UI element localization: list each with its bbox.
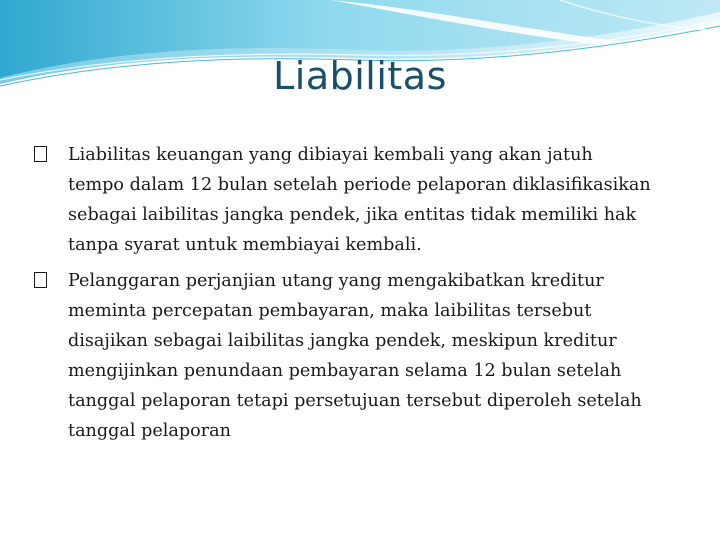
placeholder-box-icon: [34, 146, 47, 162]
slide-title: Liabilitas: [273, 54, 447, 98]
bullet-item: [34, 266, 654, 446]
bullet-text: Liabilitas keuangan yang dibiayai kembali yang akan jatuh tempo dalam 12 bulan setelah periode pelaporan diklasifikasikan sebagai laibilitas jangka pendek, jika entitas tidak memiliki hak tanpa syarat untuk membiayai kembali.: [68, 145, 651, 255]
bullet-item: [34, 140, 654, 260]
bullet-list: [34, 140, 654, 452]
placeholder-box-icon: [34, 272, 47, 288]
bullet-text: Pelanggaran perjanjian utang yang mengakibatkan kreditur meminta percepatan pembayaran, maka laibilitas tersebut disajikan sebagai laibilitas jangka pendek, meskipun kreditur mengijinkan penundaan pembayaran selama 12 bulan setelah tanggal pelaporan tetapi persetujuan tersebut diperoleh setelah tanggal pelaporan: [68, 271, 642, 441]
